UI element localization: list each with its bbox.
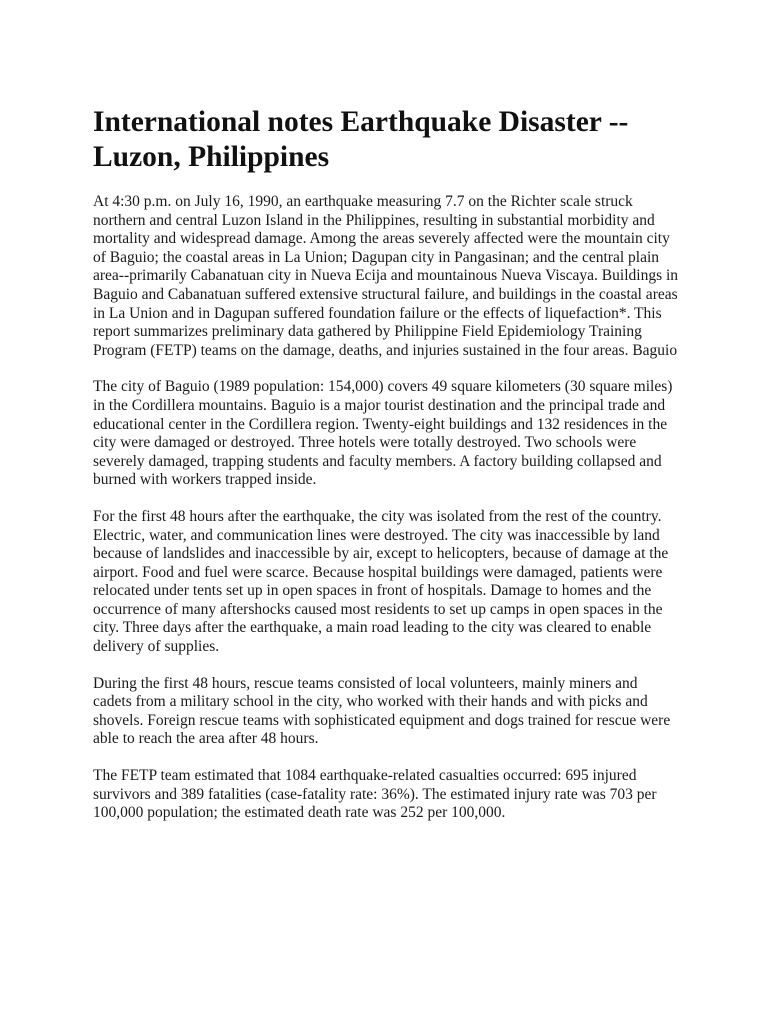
paragraph-rescue-teams: During the first 48 hours, rescue teams consisted of local volunteers, mainly miners and cadets from a military school in the city, who worked with their hands and with picks and shovels. Foreign rescue teams with sophisticated equipment and dogs trained for rescue were able to reach the area after 48 hours. [93,674,671,748]
document-page [93,105,679,841]
paragraph-intro: At 4:30 p.m. on July 16, 1990, an earthquake measuring 7.7 on the Richter scale struck northern and central Luzon Island in the Philippines, resulting in substantial morbidity and mortality and widespread damage. Among the areas severely affected were the mountain city of Baguio; the coastal areas in La Union; Dagupan city in Pangasinan; and the central plain area--primarily Cabanatuan city in Nueva Ecija and mountainous Nueva Viscaya. Buildings in Baguio and Cabanatuan suffered extensive structural failure, and buildings in the coastal areas in La Union and in Dagupan suffered foundation failure or the effects of liquefaction*. This report summarizes preliminary data gathered by Philippine Field Epidemiology Training Program (FETP) teams on the damage, deaths, and injuries sustained in the four areas. Baguio [93,193,679,359]
document-title: International notes Earthquake Disaster -- Luzon, Philippines [93,106,629,173]
paragraph-baguio-overview: The city of Baguio (1989 population: 154,000) covers 49 square kilometers (30 square miles) in the Cordillera mountains. Baguio is a major tourist destination and the principal trade and educational center in the Cordillera region. Twenty-eight buildings and 132 residences in the city were damaged or destroyed. Three hotels were totally destroyed. Two schools were severely damaged, trapping students and faculty members. A factory building collapsed and burned with workers trapped inside. [93,378,673,489]
paragraph-isolation: For the first 48 hours after the earthquake, the city was isolated from the rest of the country. Electric, water, and communication lines were destroyed. The city was inaccessible by land because of landslides and inaccessible by air, except to helicopters, because of damage at the airport. Food and fuel were scarce. Because hospital buildings were damaged, patients were relocated under tents set up in open spaces in front of hospitals. Damage to homes and the occurrence of many aftershocks caused most residents to set up camps in open spaces in the city. Three days after the earthquake, a main road leading to the city was cleared to enable delivery of supplies. [93,507,669,656]
paragraph-casualties: The FETP team estimated that 1084 earthquake-related casualties occurred: 695 injured survivors and 389 fatalities (case-fatality rate: 36%). The estimated injury rate was 703 per 100,000 population; the estimated death rate was 252 per 100,000. [93,767,657,822]
